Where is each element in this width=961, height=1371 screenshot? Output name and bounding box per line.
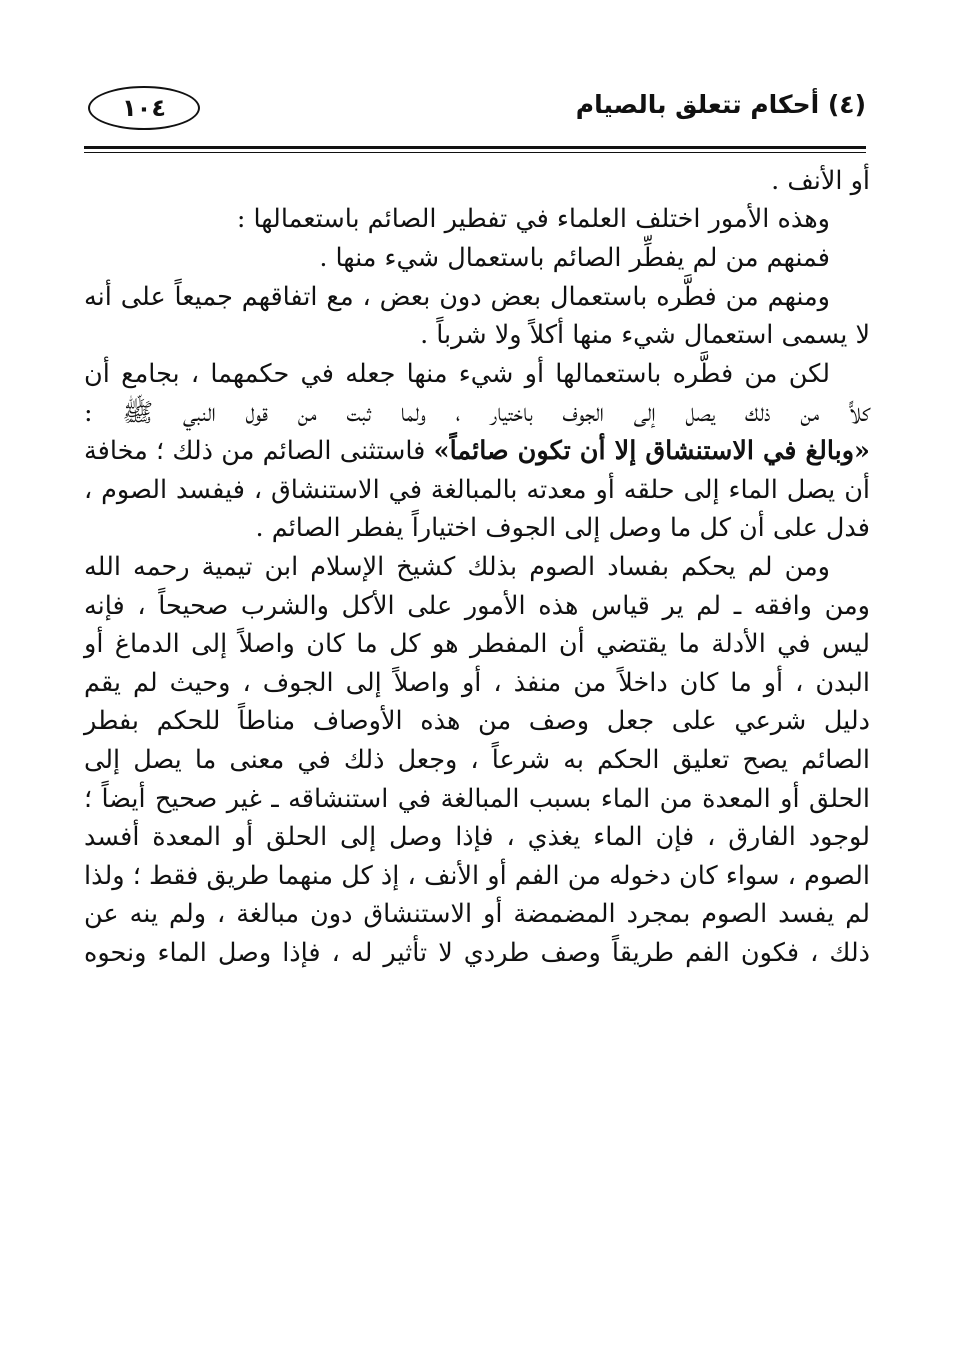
text-line: دليل شرعي على جعل وصف من هذه الأوصاف مناطاً للحكم بفطر [84,706,870,737]
text-line: ومن وافقه ـ لم ير قياس هذه الأمور على الأكل والشرب صحيحاً ، فإنه [84,590,870,621]
text-line: ذلك ، فكون الفم طريقاً وصف طردي لا تأثير له ، فإذا وصل الماء ونحوه [84,937,870,968]
hadith-line [84,432,870,471]
header-rule-thick [84,146,866,149]
page-number: ١٠٤ [88,86,200,130]
text-line: الصائم يصح تعليق الحكم به شرعاً ، وجعل ذلك في معنى ما يصل إلى [84,744,870,775]
text-line: ومن لم يحكم بفساد الصوم بذلك كشيخ الإسلام ابن تيمية رحمه الله [84,551,830,582]
running-title: (٤) أحكام تتعلق بالصيام [575,90,866,119]
text-line: لوجود الفارق ، فإن الماء يغذي ، فإذا وصل إلى الحلق أو المعدة أفسد [84,822,870,853]
body-text [84,162,870,972]
header-rule-thin [84,152,866,153]
text-line: ومنهم من فطَّره باستعمال بعض دون بعض ، مع اتفاقهم جميعاً على أنه [84,281,830,312]
text-line: لم يفسد الصوم بمجرد المضمضة أو الاستنشاق دون مبالغة ، ولم ينه عن [84,899,870,930]
text-line: لا يسمى استعمال شيء منها أكلاً ولا شرباً . [420,319,870,350]
text-line: وهذه الأمور اختلف العلماء في تفطير الصائم باستعمالها : [236,204,830,235]
hadith-line-rest: فاستثنى الصائم من ذلك ؛ مخافة [84,436,434,467]
text-line: لكن من فطَّره باستعمالها أو شيء منها جعله في حكمهما ، بجامع أن [84,358,830,389]
text-line: فدل على أن كل ما وصل إلى الجوف اختياراً يفطر الصائم . [255,512,870,543]
text-line: البدن ، أو ما كان داخلاً من منفذ ، أو واصلاً إلى الجوف ، وحيث لم يقم [84,667,870,698]
text-line: الحلق أو المعدة من الماء بسبب المبالغة في استنشاقه ـ غير صحيح أيضاً ؛ [84,783,870,814]
text-line: ليس في الأدلة ما يقتضي أن المفطر هو كل ما كان واصلاً إلى الدماغ أو [84,629,870,660]
text-line: كلاًّ من ذلك يصل إلى الجوف باختيار ، ولما ثبت من قول النبي ﷺ : [84,397,870,428]
text-line: أو الأنف . [771,165,870,196]
page-header [84,86,866,134]
hadith-quote: «وبالغ في الاستنشاق إلا أن تكون صائماً» [433,436,870,467]
text-line: فمنهم من لم يفطِّر الصائم باستعمال شيء منها . [319,242,830,273]
text-line: أن يصل الماء إلى حلقه أو معدته بالمبالغة في الاستنشاق ، فيفسد الصوم ، [84,474,870,505]
text-line: الصوم ، سواء كان دخوله من الفم أو الأنف ، إذ كل منهما طريق فقط ؛ ولذا [84,860,870,891]
